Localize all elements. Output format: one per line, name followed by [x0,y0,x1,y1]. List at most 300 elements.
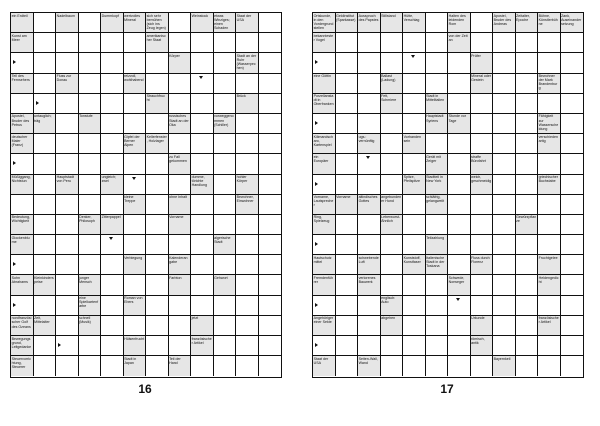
answer-cell[interactable] [146,296,169,316]
answer-cell[interactable] [561,296,584,316]
answer-cell[interactable] [191,235,214,255]
answer-cell[interactable] [101,94,124,114]
answer-cell[interactable] [381,255,404,275]
answer-cell[interactable] [358,94,381,114]
answer-cell[interactable] [516,114,539,134]
answer-cell[interactable] [538,296,561,316]
answer-cell[interactable] [358,33,381,53]
answer-cell[interactable] [79,235,102,255]
answer-cell[interactable] [516,53,539,73]
answer-cell[interactable] [336,53,359,73]
answer-cell[interactable] [336,134,359,154]
answer-cell[interactable] [516,296,539,316]
answer-cell[interactable] [516,356,539,376]
answer-cell[interactable] [236,235,259,255]
answer-cell[interactable] [214,296,237,316]
answer-cell[interactable] [56,33,79,53]
answer-cell[interactable] [236,316,259,336]
answer-cell[interactable] [259,255,282,275]
answer-cell[interactable] [516,336,539,356]
answer-cell[interactable] [191,195,214,215]
answer-cell[interactable] [471,134,494,154]
answer-cell[interactable] [471,275,494,295]
answer-cell[interactable] [79,154,102,174]
answer-cell[interactable] [426,316,449,336]
answer-cell[interactable] [538,356,561,376]
answer-cell[interactable] [426,356,449,376]
answer-cell[interactable] [493,215,516,235]
answer-cell[interactable] [34,13,57,33]
answer-cell[interactable] [259,336,282,356]
answer-cell[interactable] [191,255,214,275]
answer-cell[interactable] [101,33,124,53]
answer-cell[interactable] [403,336,426,356]
answer-cell[interactable] [11,255,34,275]
answer-cell[interactable] [214,154,237,174]
answer-cell[interactable] [191,53,214,73]
answer-cell[interactable] [124,53,147,73]
answer-cell[interactable] [561,53,584,73]
answer-cell[interactable] [561,316,584,336]
answer-cell[interactable] [403,296,426,316]
answer-cell[interactable] [403,33,426,53]
answer-cell[interactable] [448,255,471,275]
answer-cell[interactable] [79,336,102,356]
answer-cell[interactable] [381,33,404,53]
answer-cell[interactable] [146,74,169,94]
answer-cell[interactable] [146,53,169,73]
answer-cell[interactable] [358,74,381,94]
answer-cell[interactable] [471,13,494,33]
answer-cell[interactable] [101,114,124,134]
answer-cell[interactable] [448,175,471,195]
answer-cell[interactable] [259,296,282,316]
answer-cell[interactable] [79,255,102,275]
answer-cell[interactable] [336,74,359,94]
answer-cell[interactable] [236,33,259,53]
answer-cell[interactable] [56,316,79,336]
answer-cell[interactable] [516,235,539,255]
answer-cell[interactable] [169,33,192,53]
answer-cell[interactable] [124,275,147,295]
answer-cell[interactable] [538,53,561,73]
answer-cell[interactable] [336,235,359,255]
answer-cell[interactable] [101,195,124,215]
answer-cell[interactable] [259,195,282,215]
answer-cell[interactable] [426,275,449,295]
answer-cell[interactable] [516,33,539,53]
answer-cell[interactable] [336,114,359,134]
answer-cell[interactable] [448,195,471,215]
answer-cell[interactable] [191,154,214,174]
answer-cell[interactable] [516,255,539,275]
answer-cell[interactable] [236,114,259,134]
answer-cell[interactable] [403,195,426,215]
answer-cell[interactable] [403,215,426,235]
answer-cell[interactable] [79,175,102,195]
answer-cell[interactable] [561,275,584,295]
answer-cell[interactable] [214,195,237,215]
answer-cell[interactable] [381,336,404,356]
answer-cell[interactable] [191,94,214,114]
answer-cell[interactable] [448,235,471,255]
answer-cell[interactable] [191,134,214,154]
answer-cell[interactable] [56,195,79,215]
answer-cell[interactable] [79,53,102,73]
answer-cell[interactable] [381,134,404,154]
answer-cell[interactable] [214,356,237,376]
answer-cell[interactable] [56,255,79,275]
answer-cell[interactable] [471,235,494,255]
answer-cell[interactable] [214,53,237,73]
answer-cell[interactable] [561,195,584,215]
answer-cell[interactable] [336,175,359,195]
answer-cell[interactable] [561,175,584,195]
answer-cell[interactable] [79,74,102,94]
answer-cell[interactable] [169,336,192,356]
answer-cell[interactable] [101,316,124,336]
answer-cell[interactable] [336,154,359,174]
answer-cell[interactable] [493,114,516,134]
answer-cell[interactable] [403,114,426,134]
answer-cell[interactable] [426,215,449,235]
answer-cell[interactable] [146,356,169,376]
answer-cell[interactable] [493,275,516,295]
answer-cell[interactable] [336,356,359,376]
answer-cell[interactable] [34,33,57,53]
answer-cell[interactable] [493,175,516,195]
answer-cell[interactable] [191,74,214,94]
answer-cell[interactable] [448,316,471,336]
answer-cell[interactable] [191,296,214,316]
answer-cell[interactable] [146,154,169,174]
answer-cell[interactable] [381,114,404,134]
answer-cell[interactable] [11,154,34,174]
answer-cell[interactable] [313,296,336,316]
answer-cell[interactable] [426,33,449,53]
answer-cell[interactable] [56,275,79,295]
answer-cell[interactable] [146,235,169,255]
answer-cell[interactable] [11,296,34,316]
answer-cell[interactable] [313,53,336,73]
answer-cell[interactable] [101,336,124,356]
answer-cell[interactable] [11,53,34,73]
answer-cell[interactable] [493,33,516,53]
answer-cell[interactable] [493,316,516,336]
answer-cell[interactable] [34,94,57,114]
answer-cell[interactable] [34,356,57,376]
answer-cell[interactable] [101,235,124,255]
answer-cell[interactable] [381,53,404,73]
answer-cell[interactable] [34,195,57,215]
answer-cell[interactable] [516,275,539,295]
answer-cell[interactable] [538,215,561,235]
answer-cell[interactable] [561,114,584,134]
answer-cell[interactable] [448,336,471,356]
answer-cell[interactable] [169,13,192,33]
answer-cell[interactable] [34,336,57,356]
answer-cell[interactable] [403,53,426,73]
answer-cell[interactable] [561,215,584,235]
answer-cell[interactable] [426,13,449,33]
answer-cell[interactable] [101,356,124,376]
answer-cell[interactable] [448,134,471,154]
answer-cell[interactable] [56,215,79,235]
answer-cell[interactable] [358,336,381,356]
answer-cell[interactable] [214,336,237,356]
answer-cell[interactable] [313,235,336,255]
answer-cell[interactable] [124,316,147,336]
answer-cell[interactable] [259,74,282,94]
answer-cell[interactable] [214,94,237,114]
answer-cell[interactable] [313,336,336,356]
answer-cell[interactable] [426,134,449,154]
answer-cell[interactable] [403,316,426,336]
answer-cell[interactable] [214,175,237,195]
answer-cell[interactable] [34,154,57,174]
answer-cell[interactable] [236,255,259,275]
answer-cell[interactable] [516,316,539,336]
answer-cell[interactable] [381,175,404,195]
answer-cell[interactable] [191,114,214,134]
answer-cell[interactable] [124,33,147,53]
answer-cell[interactable] [403,356,426,376]
answer-cell[interactable] [493,94,516,114]
answer-cell[interactable] [236,215,259,235]
answer-cell[interactable] [381,235,404,255]
answer-cell[interactable] [124,175,147,195]
answer-cell[interactable] [448,74,471,94]
answer-cell[interactable] [124,235,147,255]
answer-cell[interactable] [236,336,259,356]
answer-cell[interactable] [259,215,282,235]
answer-cell[interactable] [169,94,192,114]
answer-cell[interactable] [146,255,169,275]
answer-cell[interactable] [403,154,426,174]
answer-cell[interactable] [471,33,494,53]
answer-cell[interactable] [493,235,516,255]
answer-cell[interactable] [101,275,124,295]
answer-cell[interactable] [516,74,539,94]
answer-cell[interactable] [561,356,584,376]
answer-cell[interactable] [259,235,282,255]
answer-cell[interactable] [124,94,147,114]
answer-cell[interactable] [516,94,539,114]
answer-cell[interactable] [516,154,539,174]
answer-cell[interactable] [56,94,79,114]
answer-cell[interactable] [358,114,381,134]
answer-cell[interactable] [358,215,381,235]
answer-cell[interactable] [34,53,57,73]
answer-cell[interactable] [124,154,147,174]
answer-cell[interactable] [448,215,471,235]
answer-cell[interactable] [56,134,79,154]
answer-cell[interactable] [214,316,237,336]
answer-cell[interactable] [336,275,359,295]
answer-cell[interactable] [169,134,192,154]
answer-cell[interactable] [516,195,539,215]
answer-cell[interactable] [336,336,359,356]
answer-cell[interactable] [79,195,102,215]
answer-cell[interactable] [56,296,79,316]
answer-cell[interactable] [101,53,124,73]
answer-cell[interactable] [169,296,192,316]
answer-cell[interactable] [336,94,359,114]
answer-cell[interactable] [493,53,516,73]
answer-cell[interactable] [79,134,102,154]
answer-cell[interactable] [471,94,494,114]
answer-cell[interactable] [538,154,561,174]
answer-cell[interactable] [259,275,282,295]
answer-cell[interactable] [34,134,57,154]
answer-cell[interactable] [471,114,494,134]
answer-cell[interactable] [146,275,169,295]
answer-cell[interactable] [358,296,381,316]
answer-cell[interactable] [358,154,381,174]
answer-cell[interactable] [336,33,359,53]
answer-cell[interactable] [426,53,449,73]
answer-cell[interactable] [493,336,516,356]
answer-cell[interactable] [561,134,584,154]
answer-cell[interactable] [146,336,169,356]
answer-cell[interactable] [471,356,494,376]
answer-cell[interactable] [259,175,282,195]
answer-cell[interactable] [259,154,282,174]
answer-cell[interactable] [191,215,214,235]
answer-cell[interactable] [101,154,124,174]
answer-cell[interactable] [56,336,79,356]
answer-cell[interactable] [403,275,426,295]
answer-cell[interactable] [34,215,57,235]
answer-cell[interactable] [358,316,381,336]
answer-cell[interactable] [448,94,471,114]
answer-cell[interactable] [79,94,102,114]
answer-cell[interactable] [259,316,282,336]
answer-cell[interactable] [471,195,494,215]
answer-cell[interactable] [426,296,449,316]
answer-cell[interactable] [561,74,584,94]
answer-cell[interactable] [448,154,471,174]
answer-cell[interactable] [493,255,516,275]
answer-cell[interactable] [471,215,494,235]
answer-cell[interactable] [381,356,404,376]
answer-cell[interactable] [358,235,381,255]
answer-cell[interactable] [426,336,449,356]
answer-cell[interactable] [336,316,359,336]
answer-cell[interactable] [101,296,124,316]
answer-cell[interactable] [191,33,214,53]
answer-cell[interactable] [538,336,561,356]
answer-cell[interactable] [259,13,282,33]
answer-cell[interactable] [561,154,584,174]
answer-cell[interactable] [79,356,102,376]
answer-cell[interactable] [313,114,336,134]
answer-cell[interactable] [336,215,359,235]
answer-cell[interactable] [403,235,426,255]
answer-cell[interactable] [516,175,539,195]
answer-cell[interactable] [448,53,471,73]
answer-cell[interactable] [538,94,561,114]
answer-cell[interactable] [214,74,237,94]
answer-cell[interactable] [403,74,426,94]
answer-cell[interactable] [101,255,124,275]
answer-cell[interactable] [236,296,259,316]
answer-cell[interactable] [169,316,192,336]
answer-cell[interactable] [336,255,359,275]
answer-cell[interactable] [11,94,34,114]
answer-cell[interactable] [493,296,516,316]
answer-cell[interactable] [259,356,282,376]
answer-cell[interactable] [101,74,124,94]
answer-cell[interactable] [493,154,516,174]
answer-cell[interactable] [191,275,214,295]
answer-cell[interactable] [336,296,359,316]
answer-cell[interactable] [146,114,169,134]
answer-cell[interactable] [493,74,516,94]
answer-cell[interactable] [259,94,282,114]
answer-cell[interactable] [259,53,282,73]
answer-cell[interactable] [146,195,169,215]
answer-cell[interactable] [426,74,449,94]
answer-cell[interactable] [34,175,57,195]
answer-cell[interactable] [538,235,561,255]
answer-cell[interactable] [448,356,471,376]
answer-cell[interactable] [358,53,381,73]
answer-cell[interactable] [259,33,282,53]
answer-cell[interactable] [236,74,259,94]
answer-cell[interactable] [79,13,102,33]
answer-cell[interactable] [448,296,471,316]
answer-cell[interactable] [538,33,561,53]
answer-cell[interactable] [313,175,336,195]
answer-cell[interactable] [561,336,584,356]
answer-cell[interactable] [146,316,169,336]
answer-cell[interactable] [236,154,259,174]
answer-cell[interactable] [259,134,282,154]
answer-cell[interactable] [214,215,237,235]
answer-cell[interactable] [56,154,79,174]
answer-cell[interactable] [101,134,124,154]
answer-cell[interactable] [561,255,584,275]
answer-cell[interactable] [381,154,404,174]
answer-cell[interactable] [516,134,539,154]
answer-cell[interactable] [34,74,57,94]
answer-cell[interactable] [191,356,214,376]
answer-cell[interactable] [259,114,282,134]
answer-cell[interactable] [169,175,192,195]
answer-cell[interactable] [471,296,494,316]
answer-cell[interactable] [214,33,237,53]
answer-cell[interactable] [403,94,426,114]
answer-cell[interactable] [236,134,259,154]
answer-cell[interactable] [34,296,57,316]
answer-cell[interactable] [358,175,381,195]
answer-cell[interactable] [493,195,516,215]
answer-cell[interactable] [561,33,584,53]
answer-cell[interactable] [561,235,584,255]
answer-cell[interactable] [124,114,147,134]
answer-cell[interactable] [493,134,516,154]
answer-cell[interactable] [56,114,79,134]
answer-cell[interactable] [146,215,169,235]
answer-cell[interactable] [214,255,237,275]
answer-cell[interactable] [11,195,34,215]
answer-cell[interactable] [56,356,79,376]
answer-cell[interactable] [56,235,79,255]
answer-cell[interactable] [56,53,79,73]
answer-cell[interactable] [538,195,561,215]
answer-cell[interactable] [34,255,57,275]
